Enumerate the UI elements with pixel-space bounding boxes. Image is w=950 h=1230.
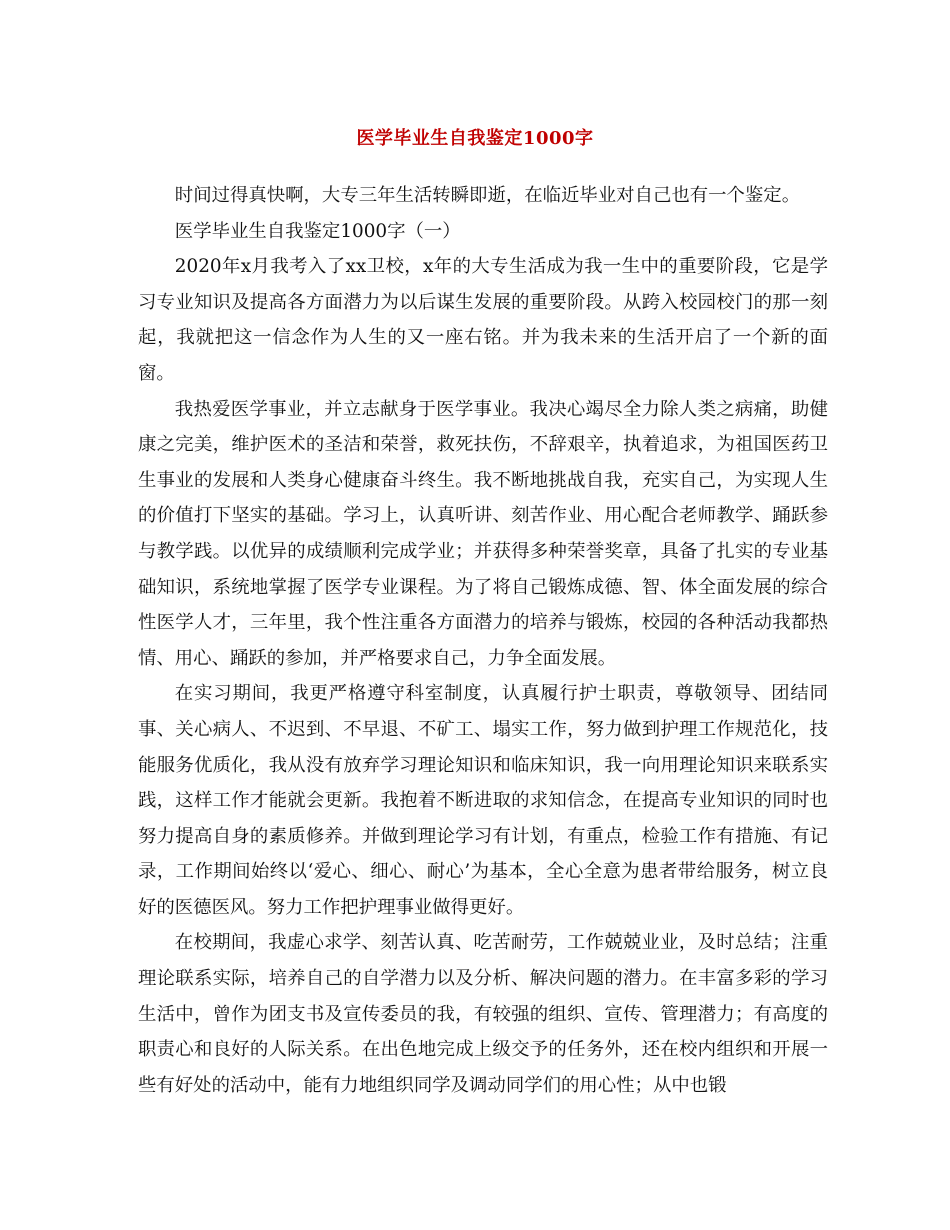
paragraph-school-period: 在校期间，我虚心求学、刻苦认真、吃苦耐劳，工作兢兢业业，及时总结；注重理论联系实际，培养自己的自学潜力以及分析、解决问题的潜力。在丰富多彩的学习生活中，曾作为团支书及宣传委员的我，有较强的组织、宣传、管理潜力；有高度的职责心和良好的人际关系。在出色地完成上级交予的任务外，还在校内组织和开展一些有好处的活动中，能有力地组织同学及调动同学们的用心性；从中也锻	[138, 932, 828, 1096]
paragraph-subtitle: 医学毕业生自我鉴定1000字（一）	[174, 220, 461, 242]
paragraph-intro: 时间过得真快啊，大专三年生活转瞬即逝，在临近毕业对自己也有一个鉴定。	[174, 185, 801, 206]
document-title: 医学毕业生自我鉴定1000字	[356, 128, 594, 149]
paragraph-medical-career: 我热爱医学事业，并立志献身于医学事业。我决心竭尽全力除人类之病痛，助健康之完美，维护医术的圣洁和荣誉，救死扶伤，不辞艰辛，执着追求，为祖国医药卫生事业的发展和人类身心健康奋斗终生。我不断地挑战自我，充实自己，为实现人生的价值打下坚实的基础。学习上，认真听讲、刻苦作业、用心配合老师教学、踊跃参与教学践。以优异的成绩顺利完成学业；并获得多种荣誉奖章，具备了扎实的专业基础知识，系统地掌握了医学专业课程。为了将自己锻炼成德、智、体全面发展的综合性医学人才，三年里，我个性注重各方面潜力的培养与锻炼，校园的各种活动我都热情、用心、踊跃的参加，并严格要求自己，力争全面发展。	[138, 398, 828, 669]
document-body	[138, 178, 828, 1103]
paragraph-enrollment: 2020年x月我考入了xx卫校，x年的大专生活成为我一生中的重要阶段，它是学习专业知识及提高各方面潜力为以后谋生发展的重要阶段。从跨入校园校门的那一刻起，我就把这一信念作为人生的又一座右铭。并为我未来的生活开启了一个新的面窗。	[138, 256, 828, 384]
paragraph-internship: 在实习期间，我更严格遵守科室制度，认真履行护士职责，尊敬领导、团结同事、关心病人、不迟到、不早退、不矿工、塌实工作，努力做到护理工作规范化，技能服务优质化，我从没有放弃学习理论知识和临床知识，我一向用理论知识来联系实践，这样工作才能就会更新。我抱着不断进取的求知信念，在提高专业知识的同时也努力提高自身的素质修养。并做到理论学习有计划，有重点，检验工作有措施、有记录，工作期间始终以‘爱心、细心、耐心’为基本，全心全意为患者带给服务，树立良好的医德医风。努力工作把护理事业做得更好。	[138, 683, 828, 918]
